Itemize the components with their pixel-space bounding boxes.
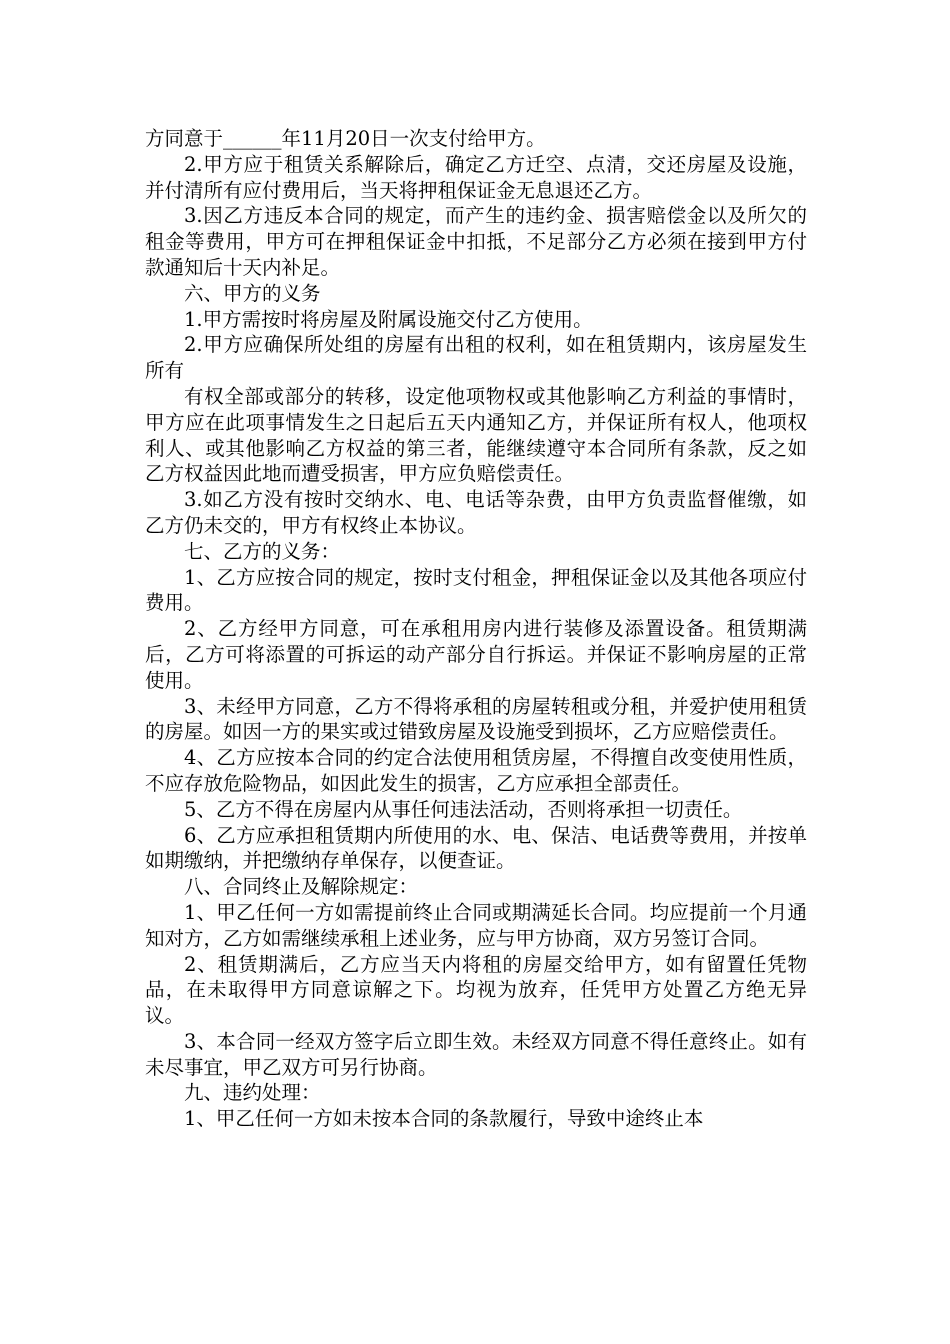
paragraph-13: 4、乙方应按本合同的约定合法使用租赁房屋，不得擅自改变使用性质，不应存放危险物品，如因此发生的损害，乙方应承担全部责任。 (145, 746, 807, 795)
paragraph-8: 3.如乙方没有按时交纳水、电、电话等杂费，由甲方负责监督催缴，如乙方仍未交的，甲方有权终止本协议。 (145, 488, 807, 537)
paragraph-7: 有权全部或部分的转移，设定他项物权或其他影响乙方利益的事情时，甲方应在此项事情发生之日起后五天内通知乙方，并保证所有权人，他项权利人、或其他影响乙方权益的第三者，能继续遵守本合同所有条款，反之如乙方权益因此地而遭受损害，甲方应负赔偿责任。 (145, 384, 807, 486)
section-heading-6: 六、甲方的义务 (184, 281, 321, 305)
paragraph-6: 2.甲方应确保所处组的房屋有出租的权利，如在租赁期内，该房屋发生所有 (145, 333, 807, 383)
paragraph-10: 1、乙方应按合同的规定，按时支付租金，押租保证金以及其他各项应付费用。 (145, 565, 807, 615)
paragraph-1: 方同意于______年11月20日一次支付给甲方。 (145, 127, 546, 150)
paragraph-19: 3、本合同一经双方签字后立即生效。未经双方同意不得任意终止。如有未尽事宜，甲乙双方可另行协商。 (145, 1029, 807, 1079)
section-heading-7: 七、乙方的义务： (184, 539, 341, 563)
paragraph-2: 2.甲方应于租赁关系解除后，确定乙方迁空、点清，交还房屋及设施，并付清所有应付费用后，当天将押租保证金无息退还乙方。 (145, 152, 807, 202)
document-body (145, 126, 807, 1132)
section-heading-8: 八、合同终止及解除规定： (184, 875, 419, 899)
paragraph-11: 2、乙方经甲方同意，可在承租用房内进行装修及添置设备。租赁期满后，乙方可将添置的可拆运的动产部分自行拆运。并保证不影响房屋的正常使用。 (145, 617, 807, 692)
section-heading-9: 九、违约处理： (184, 1081, 321, 1105)
paragraph-5: 1.甲方需按时将房屋及附属设施交付乙方使用。 (184, 307, 593, 331)
paragraph-15: 6、乙方应承担租赁期内所使用的水、电、保洁、电话费等费用，并按单如期缴纳，并把缴纳存单保存，以便查证。 (145, 823, 807, 873)
paragraph-18: 2、租赁期满后，乙方应当天内将租的房屋交给甲方，如有留置任凭物品，在未取得甲方同意谅解之下。均视为放弃，任凭甲方处置乙方绝无异议。 (145, 952, 807, 1028)
paragraph-17: 1、甲乙任何一方如需提前终止合同或期满延长合同。均应提前一个月通知对方，乙方如需继续承租上述业务，应与甲方协商，双方另签订合同。 (145, 900, 807, 950)
paragraph-14: 5、乙方不得在房屋内从事任何违法活动，否则将承担一切责任。 (184, 797, 743, 821)
paragraph-12: 3、未经甲方同意，乙方不得将承租的房屋转租或分租，并爱护使用租赁的房屋。如因一方的果实或过错致房屋及设施受到损坏，乙方应赔偿责任。 (145, 694, 807, 744)
paragraph-3: 3.因乙方违反本合同的规定，而产生的违约金、损害赔偿金以及所欠的租金等费用，甲方可在押租保证金中扣抵，不足部分乙方必须在接到甲方付款通知后十天内补足。 (145, 204, 807, 279)
paragraph-21: 1、甲乙任何一方如未按本合同的条款履行，导致中途终止本 (184, 1107, 704, 1131)
